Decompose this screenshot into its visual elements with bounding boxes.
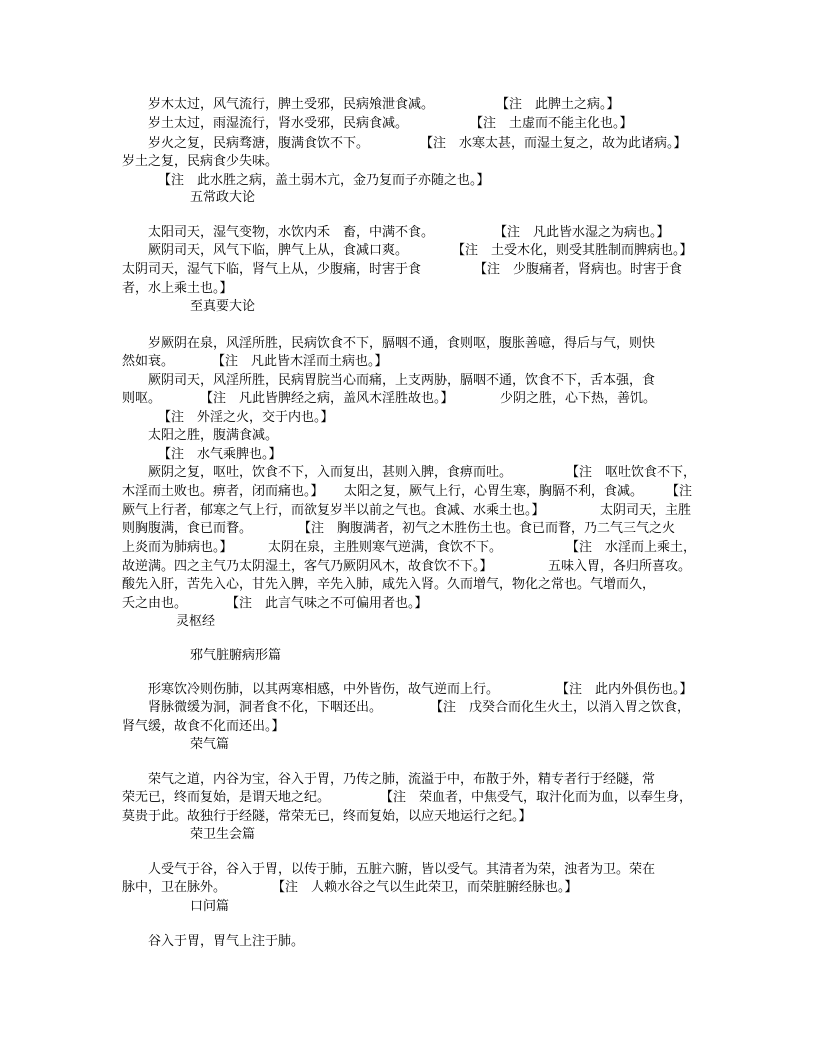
commentary-note: 【注 外淫之火，交于内也。】	[158, 410, 334, 425]
text-segment: 岁土太过，雨湿流行，肾水受邪，民病食减。	[148, 116, 409, 131]
text-segment: 太阴司天，主胜	[600, 503, 692, 518]
text-segment: 酸先入肝，苦先入心，甘先入脾，辛先入肺，咸先入肾。久而增气，物化之常也。气增而久，	[122, 577, 656, 592]
text-segment: 木淫而土败也。痹者，闭而痛也。】	[122, 484, 324, 499]
text-segment: 荣卫生会篇	[190, 827, 256, 842]
text-segment: 太阴在泉，主胜则寒气逆满，食饮不下。	[268, 540, 503, 555]
text-segment: 口问篇	[190, 899, 230, 914]
commentary-note: 【注 凡此皆水湿之为病也。】	[494, 225, 670, 240]
commentary-note: 【注 水寒太甚，而湿土复之，故为此诸病。】	[420, 136, 687, 151]
text-segment: 岁土之复，民病食少失味。	[122, 154, 279, 169]
text-segment: 厥阴之复，呕吐，饮食不下，入而复出，甚则入脾，食痹而吐。	[148, 465, 513, 480]
text-segment: 肾气缓，故食不化而还出。】	[122, 719, 285, 734]
text-segment: 太阳司天，湿气变物，水饮内禾 畜，中满不食。	[148, 225, 435, 240]
text-segment: 则胸腹满，食已而瞀。	[122, 521, 253, 536]
text-segment: 形寒饮冷则伤肺，以其两寒相感，中外皆伤，故气逆而上行。	[148, 682, 500, 697]
text-segment: 灵枢经	[176, 614, 216, 629]
commentary-note: 【注 少腹痛者，肾病也。时害于食	[474, 262, 683, 277]
text-segment: 荣无已，终而复始，是谓天地之纪。	[122, 790, 331, 805]
text-segment: 脉中，卫在脉外。	[122, 880, 227, 895]
text-segment: 夭之由也。	[122, 596, 188, 611]
text-segment: 上炎而为肺病也。】	[122, 540, 233, 555]
text-segment: 肾脉微缓为洞，洞者食不化，下咽还出。	[148, 700, 383, 715]
text-segment: 太阳之复，厥气上行，心胃生寒，胸膈不利，食减。	[344, 484, 644, 499]
text-segment: 岁火之复，民病骛溏，腹满食饮不下。	[148, 136, 370, 151]
text-segment: 厥阴司天，风气下临，脾气上从，食减口爽。	[148, 243, 409, 258]
commentary-note: 【注 凡此皆木淫而土病也。】	[212, 354, 388, 369]
commentary-note: 【注 水气乘脾也。】	[158, 447, 282, 462]
commentary-note: 【注 凡此皆脾经之病，盖风木淫胜故也。】	[200, 391, 454, 406]
commentary-note: 【注 戊癸合而化生火土，以消入胃之饮食，	[430, 700, 691, 715]
text-segment: 岁木太过，风气流行，脾土受邪，民病飧泄食减。	[148, 97, 435, 112]
text-segment: 太阴司天，湿气下临，肾气上从，少腹痛，时害于食	[122, 262, 422, 277]
text-segment: 谷入于胃，胃气上注于肺。	[148, 934, 305, 949]
commentary-note: 【注	[666, 484, 693, 499]
commentary-note: 【注 此脾土之病。】	[496, 97, 620, 112]
text-segment: 厥阴司天，风淫所胜，民病胃脘当心而痛，上支两胁，膈咽不通，饮食不下，舌本强，食	[148, 373, 656, 388]
text-segment: 者，水上乘土也。】	[122, 281, 233, 296]
text-segment: 荣气之道，内谷为宝，谷入于胃，乃传之肺，流溢于中，布散于外，精专者行于经隧，常	[148, 772, 656, 787]
text-segment: 少阴之胜，心下热，善饥。	[500, 391, 657, 406]
commentary-note: 【注 此内外俱伤也。】	[556, 682, 693, 697]
text-segment: 荣气篇	[190, 737, 230, 752]
commentary-note: 【注 胸腹满者，初气之木胜伤土也。食已而瞀，乃二气三气之火	[298, 521, 676, 536]
text-segment: 五味入胃，各归所喜攻。	[548, 559, 692, 574]
commentary-note: 【注 此水胜之病，盖土弱木亢，金乃复而子亦随之也。】	[158, 173, 490, 188]
commentary-note: 【注 荣血者，中焦受气，取汁化而为血，以奉生身，	[380, 790, 693, 805]
text-segment: 故逆满。四之主气乃太阴湿土，客气乃厥阴风木，故食饮不下。】	[122, 559, 493, 574]
text-segment: 邪气脏腑病形篇	[190, 648, 282, 663]
commentary-note: 【注 土虚而不能主化也。】	[470, 116, 633, 131]
text-segment: 太阳之胜，腹满食减。	[148, 428, 279, 443]
text-segment: 至真要大论	[190, 299, 256, 314]
text-segment: 则呕。	[122, 391, 162, 406]
commentary-note: 【注 水淫而上乘土，	[566, 540, 697, 555]
text-segment: 岁厥阴在泉，风淫所胜，民病饮食不下，膈咽不通，食则呕，腹胀善噫，得后与气，则快	[148, 336, 656, 351]
commentary-note: 【注 呕吐饮食不下，	[566, 465, 697, 480]
commentary-note: 【注 此言气味之不可偏用者也。】	[226, 596, 428, 611]
text-segment: 人受气于谷，谷入于胃，以传于肺，五脏六腑，皆以受气。其清者为荣，浊者为卫。荣在	[148, 862, 656, 877]
commentary-note: 【注 人赖水谷之气以生此荣卫，而荣脏腑经脉也。】	[272, 880, 578, 895]
text-segment: 然如衰。	[122, 354, 175, 369]
text-segment: 莫贵于此。故独行于经隧，常荣无已，终而复始，以应天地运行之纪。】	[122, 809, 532, 824]
text-segment: 厥气上行者，郁寒之气上行，而欲复岁半以前之气也。食减、水乘土也。】	[122, 503, 545, 518]
text-segment: 五常政大论	[190, 190, 256, 205]
commentary-note: 【注 土受木化，则受其胜制而脾病也。】	[452, 243, 693, 258]
